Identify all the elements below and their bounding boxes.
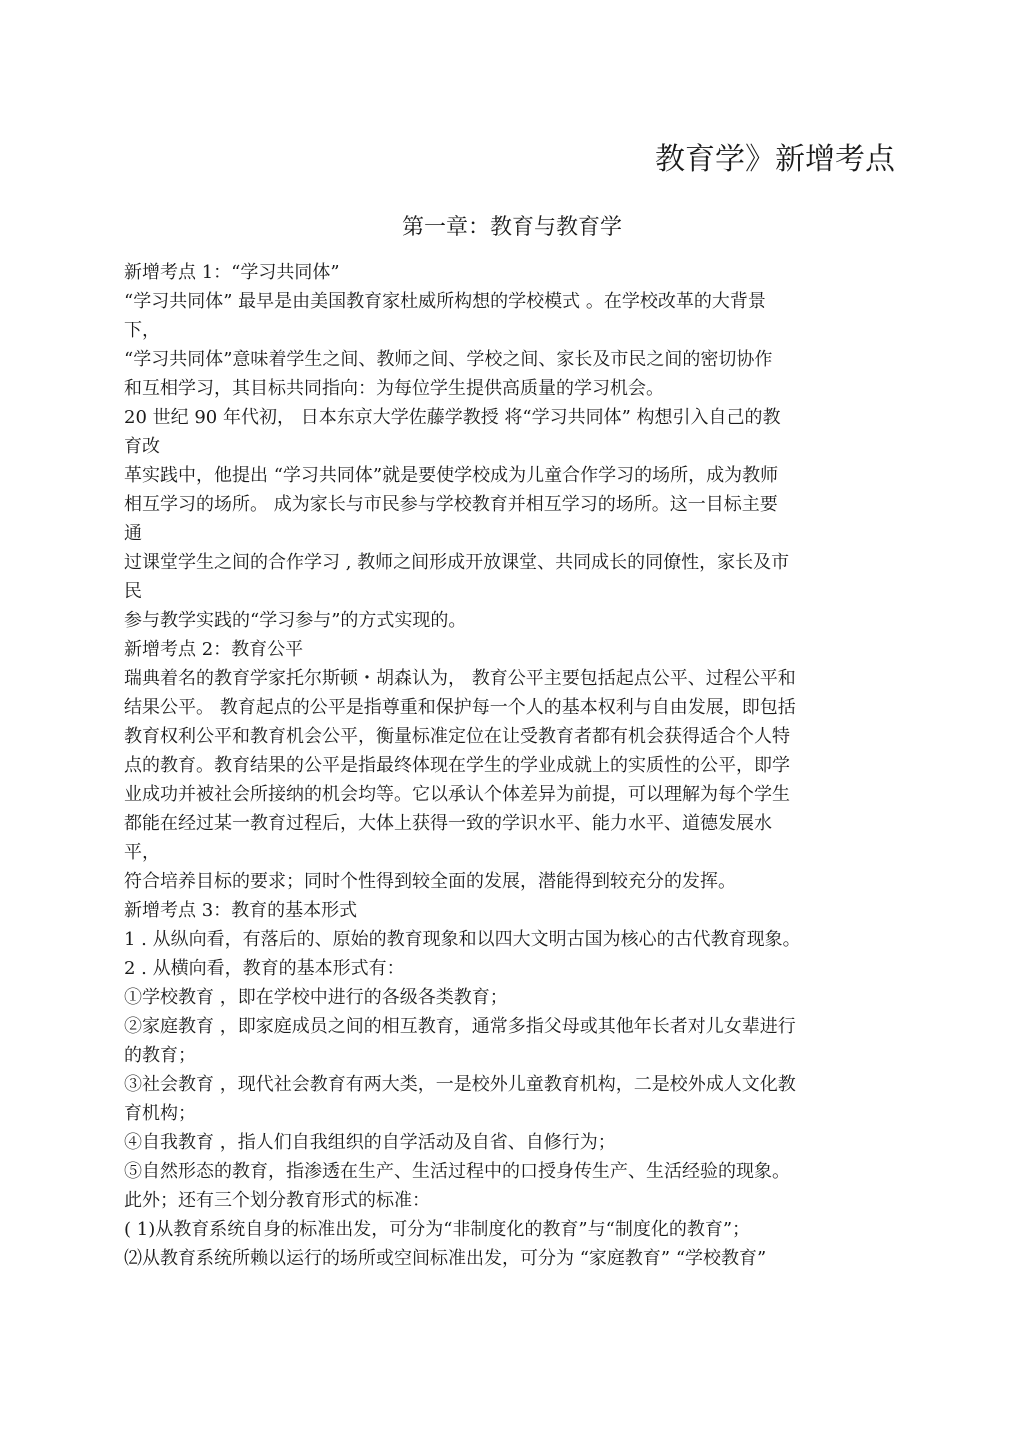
text-line: 育机构； [124,1103,196,1124]
text-line: 平， [124,842,160,863]
text-line: ②家庭教育 ，即家庭成员之间的相互教育，通常多指父母或其他年长者对儿女辈进行 [124,1016,796,1037]
text-line: 20 世纪 90 年代初， 日本东京大学佐藤学教授 将“学习共同体” 构想引入自己的教 [124,407,781,428]
text-line: 教育权利公平和教育机会公平，衡量标准定位在让受教育者都有机会获得适合个人特 [124,726,790,747]
text-line: “学习共同体”意味着学生之间、教师之间、学校之间、家长及市民之间的密切协作 [124,349,773,370]
text-line: 新增考点 1：“学习共同体” [124,262,340,283]
text-line: “学习共同体” 最早是由美国教育家杜威所构想的学校模式 。在学校改革的大背景 [124,291,766,312]
text-line: 民 [124,581,142,602]
text-line: ①学校教育 ，即在学校中进行的各级各类教育； [124,987,508,1008]
text-line: 参与教学实践的“学习参与”的方式实现的。 [124,610,467,631]
text-line: 1 . 从纵向看，有落后的、原始的教育现象和以四大文明古国为核心的古代教育现象。 [124,929,801,950]
text-line: ⑵从教育系统所赖以运行的场所或空间标准出发，可分为 “家庭教育” “学校教育” [124,1248,767,1269]
text-line: 业成功并被社会所接纳的机会均等。它以承认个体差异为前提，可以理解为每个学生 [124,784,790,805]
text-line: 下， [124,320,160,341]
document-title: 教育学》新增考点 [655,142,895,177]
text-line: 过课堂学生之间的合作学习 , 教师之间形成开放课堂、共同成长的同僚性，家长及市 [124,552,790,573]
chapter-title: 第一章：教育与教育学 [401,215,622,240]
text-line: 点的教育。教育结果的公平是指最终体现在学生的学业成就上的实质性的公平，即学 [124,755,790,776]
text-line: 瑞典着名的教育学家托尔斯顿・胡森认为， 教育公平主要包括起点公平、过程公平和 [124,668,796,689]
text-line: 结果公平。 教育起点的公平是指尊重和保护每一个人的基本权利与自由发展，即包括 [124,697,796,718]
text-line: ④自我教育 ，指人们自我组织的自学活动及自省、自修行为； [124,1132,616,1153]
text-line: 相互学习的场所。 成为家长与市民参与学校教育并相互学习的场所。这一目标主要 [124,494,778,515]
text-line: 和互相学习，其目标共同指向：为每位学生提供高质量的学习机会。 [124,378,664,399]
text-line: 革实践中，他提出 “学习共同体”就是要使学校成为儿童合作学习的场所，成为教师 [124,465,779,486]
text-line: ③社会教育 ，现代社会教育有两大类，一是校外儿童教育机构，二是校外成人文化教 [124,1074,796,1095]
text-line: ( 1)从教育系统自身的标准出发，可分为“非制度化的教育”与“制度化的教育”； [124,1219,751,1240]
text-line: 新增考点 2：教育公平 [124,639,304,660]
text-line: 符合培养目标的要求；同时个性得到较全面的发展，潜能得到较充分的发挥。 [124,871,736,892]
text-line: 新增考点 3：教育的基本形式 [124,900,358,921]
text-line: 的教育； [124,1045,196,1066]
document-body [124,258,894,1273]
text-line: 此外；还有三个划分教育形式的标准： [124,1190,430,1211]
text-line: 都能在经过某一教育过程后，大体上获得一致的学识水平、能力水平、道德发展水 [124,813,772,834]
text-line: 2 . 从横向看，教育的基本形式有： [124,958,405,979]
text-line: ⑤自然形态的教育，指渗透在生产、生活过程中的口授身传生产、生活经验的现象。 [124,1161,790,1182]
text-line: 育改 [124,436,160,457]
text-line: 通 [124,523,142,544]
